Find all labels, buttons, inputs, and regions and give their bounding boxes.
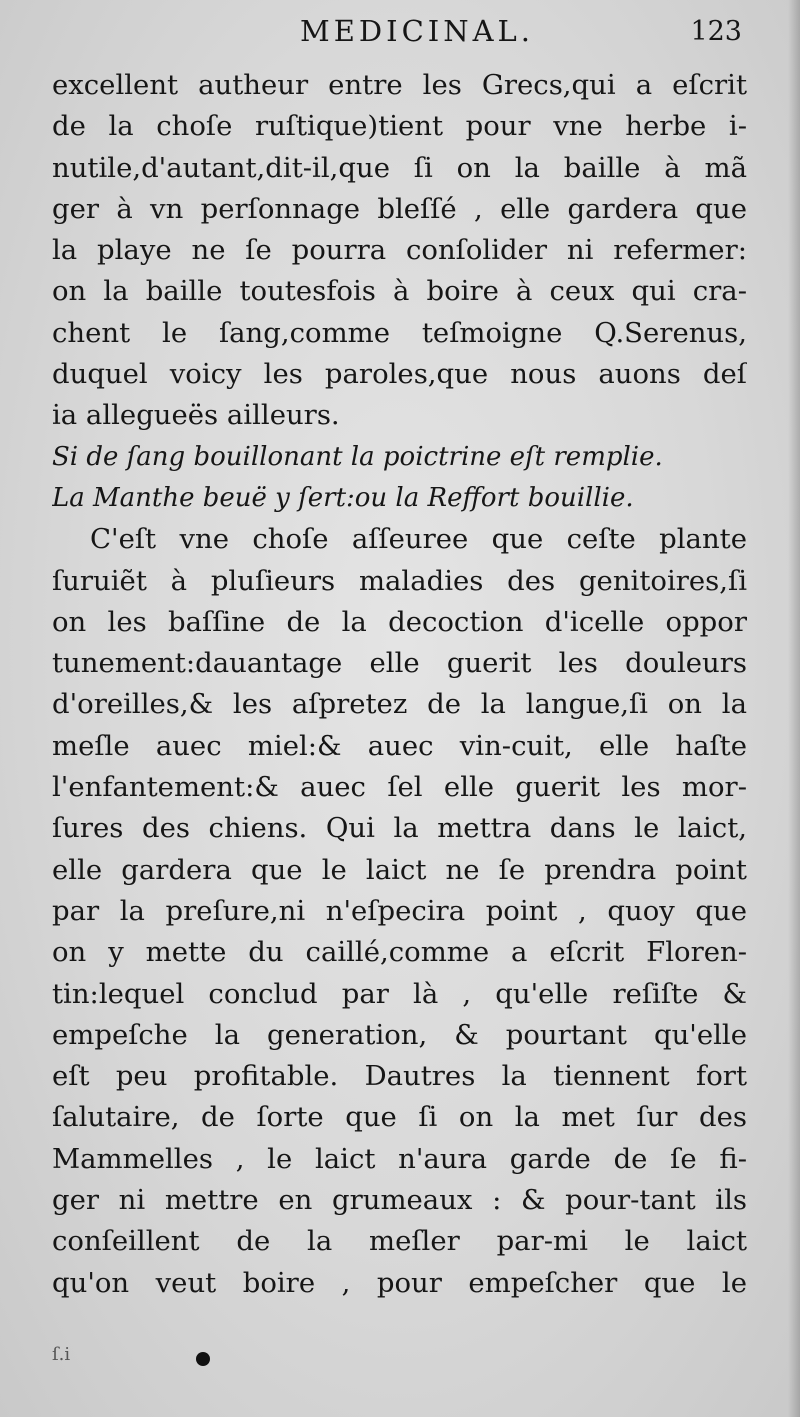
text-line: tunement:dauantage elle guerit les douleurs [52,647,747,680]
text-line: qu'on veut boire , pour empeſcher que le [52,1266,747,1299]
text-line: ger à vn perſonnage bleſſé , elle gardera que [52,192,747,225]
text-line: ſalutaire, de ſorte que ſi on la met ſur des [52,1101,747,1134]
text-line: de la choſe ruſtique)tient pour vne herbe i- [52,110,747,143]
text-line: duquel voicy les paroles,que nous auons deſ [52,358,747,391]
text-line: meſle auec miel:& auec vin-cuit, elle haſte [52,729,747,762]
verse-line: Si de ſang bouillonant la poictrine eſt remplie. [52,441,663,472]
text-line: on les baſſine de la decoction d'icelle oppor [52,605,747,638]
text-line: ſuruiẽt à pluſieurs maladies des genitoires,ſi [52,564,747,597]
running-head: MEDICINAL. [300,14,535,48]
body-text [52,65,747,1304]
text-line: nutile,d'autant,dit-il,que ſi on la baille à mã [52,151,747,184]
text-line: on y mette du caillé,comme a eſcrit Floren- [52,936,747,969]
signature-mark: ſ.i [52,1344,71,1365]
text-line: l'enfantement:& auec ſel elle guerit les mor- [52,771,747,804]
text-line: elle gardera que le laict ne ſe prendra point [52,853,747,886]
text-line: conſeillent de la meſler par-mi le laict [52,1225,747,1258]
paragraph-first-line: C'eſt vne choſe aſſeuree que ceſte plante [90,523,747,556]
page-header [50,14,750,54]
text-line: on la baille toutesfois à boire à ceux qui cra- [52,275,747,308]
text-line: chent le ſang,comme teſmoigne Q.Serenus, [52,316,747,349]
page-number: 123 [690,16,742,47]
text-line: ger ni mettre en grumeaux : & pour-tant ils [52,1184,747,1217]
text-line: eſt peu profitable. Dautres la tiennent fort [52,1060,747,1093]
text-line: d'oreilles,& les aſpretez de la langue,ſi on la [52,688,747,721]
text-line: Mammelles , le laict n'aura garde de ſe fi- [52,1142,747,1175]
page-edge-shadow [788,0,800,1417]
verse-line: La Manthe beuë y ſert:ou la Reffort bouillie. [52,482,634,513]
text-line: tin:lequel conclud par là , qu'elle reſiſte & [52,977,747,1010]
text-line: la playe ne ſe pourra conſolider ni refermer: [52,234,747,267]
text-line: ia allegueës ailleurs. [52,399,340,432]
ink-blot [196,1352,210,1366]
text-line: empeſche la generation, & pourtant qu'elle [52,1018,747,1051]
text-line: par la preſure,ni n'eſpecira point , quoy que [52,894,747,927]
page-footer [50,1340,750,1380]
text-line: ſures des chiens. Qui la mettra dans le laict, [52,812,747,845]
text-line: excellent autheur entre les Grecs,qui a eſcrit [52,69,747,101]
